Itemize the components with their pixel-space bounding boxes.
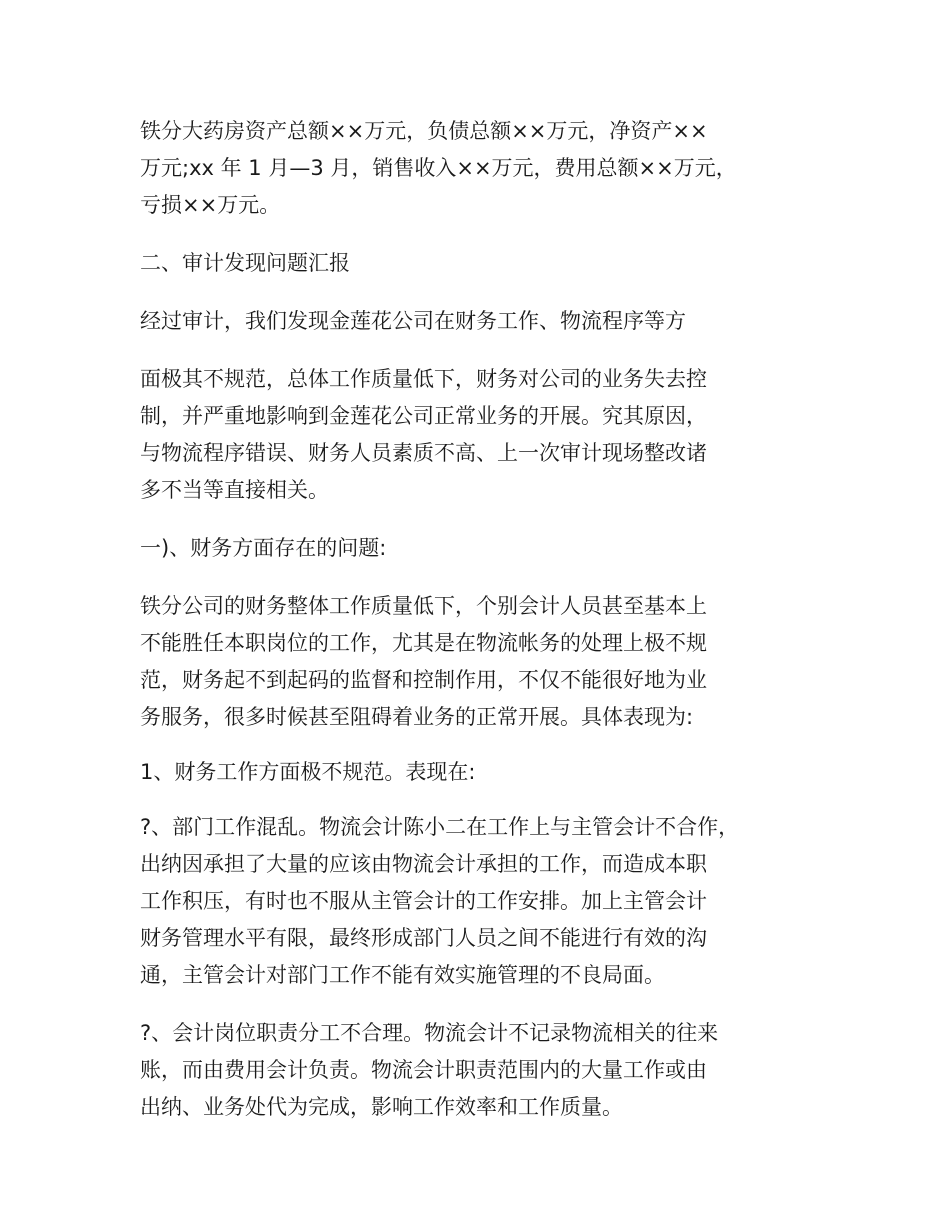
paragraph-audit-intro xyxy=(140,303,840,340)
list-heading-finance-irregular xyxy=(140,754,840,791)
heading-text: 二、审计发现问题汇报 xyxy=(140,251,350,275)
text-line: 工作积压，有时也不服从主管会计的工作安排。加上主管会计 xyxy=(140,889,707,913)
text-line: 出纳因承担了大量的应该由物流会计承担的工作，而造成本职 xyxy=(140,852,707,876)
paragraph-finance-quality xyxy=(140,588,840,736)
text-line: 财务管理水平有限，最终形成部门人员之间不能进行有效的沟 xyxy=(140,926,707,950)
paragraph-asset-summary xyxy=(140,113,840,224)
paragraph-department-chaos xyxy=(140,809,840,994)
text-line: 出纳、业务处代为完成，影响工作效率和工作质量。 xyxy=(140,1095,623,1119)
heading-text: 1、财务工作方面极不规范。表现在: xyxy=(140,760,476,784)
text-line: ?、会计岗位职责分工不合理。物流会计不记录物流相关的往来 xyxy=(140,1021,719,1045)
text-line: 铁分大药房资产总额××万元，负债总额××万元，净资产×× xyxy=(140,119,708,143)
section-heading-audit-findings xyxy=(140,245,840,282)
paragraph-audit-conclusion xyxy=(140,361,840,509)
heading-text: 一)、财务方面存在的问题: xyxy=(140,536,387,560)
text-line: 面极其不规范，总体工作质量低下，财务对公司的业务失去控 xyxy=(140,367,707,391)
text-line: 亏损××万元。 xyxy=(140,193,281,217)
document-page xyxy=(140,113,840,1126)
text-line: 经过审计，我们发现金莲花公司在财务工作、物流程序等方 xyxy=(140,309,686,333)
text-line: 铁分公司的财务整体工作质量低下，个别会计人员甚至基本上 xyxy=(140,594,707,618)
paragraph-role-division xyxy=(140,1015,840,1126)
text-line: ?、部门工作混乱。物流会计陈小二在工作上与主管会计不合作， xyxy=(140,815,740,839)
text-line: 不能胜任本职岗位的工作，尤其是在物流帐务的处理上极不规 xyxy=(140,631,707,655)
text-line: 与物流程序错误、财务人员素质不高、上一次审计现场整改诸 xyxy=(140,441,707,465)
text-line: 通，主管会计对部门工作不能有效实施管理的不良局面。 xyxy=(140,963,665,987)
text-line: 务服务，很多时候甚至阻碍着业务的正常开展。具体表现为: xyxy=(140,705,694,729)
text-line: 万元;xx 年 1 月—3 月，销售收入××万元，费用总额××万元， xyxy=(140,156,737,180)
text-line: 制，并严重地影响到金莲花公司正常业务的开展。究其原因， xyxy=(140,404,707,428)
subheading-finance-issues xyxy=(140,530,840,567)
text-line: 范，财务起不到起码的监督和控制作用，不仅不能很好地为业 xyxy=(140,668,707,692)
text-line: 账，而由费用会计负责。物流会计职责范围内的大量工作或由 xyxy=(140,1058,707,1082)
text-line: 多不当等直接相关。 xyxy=(140,478,329,502)
